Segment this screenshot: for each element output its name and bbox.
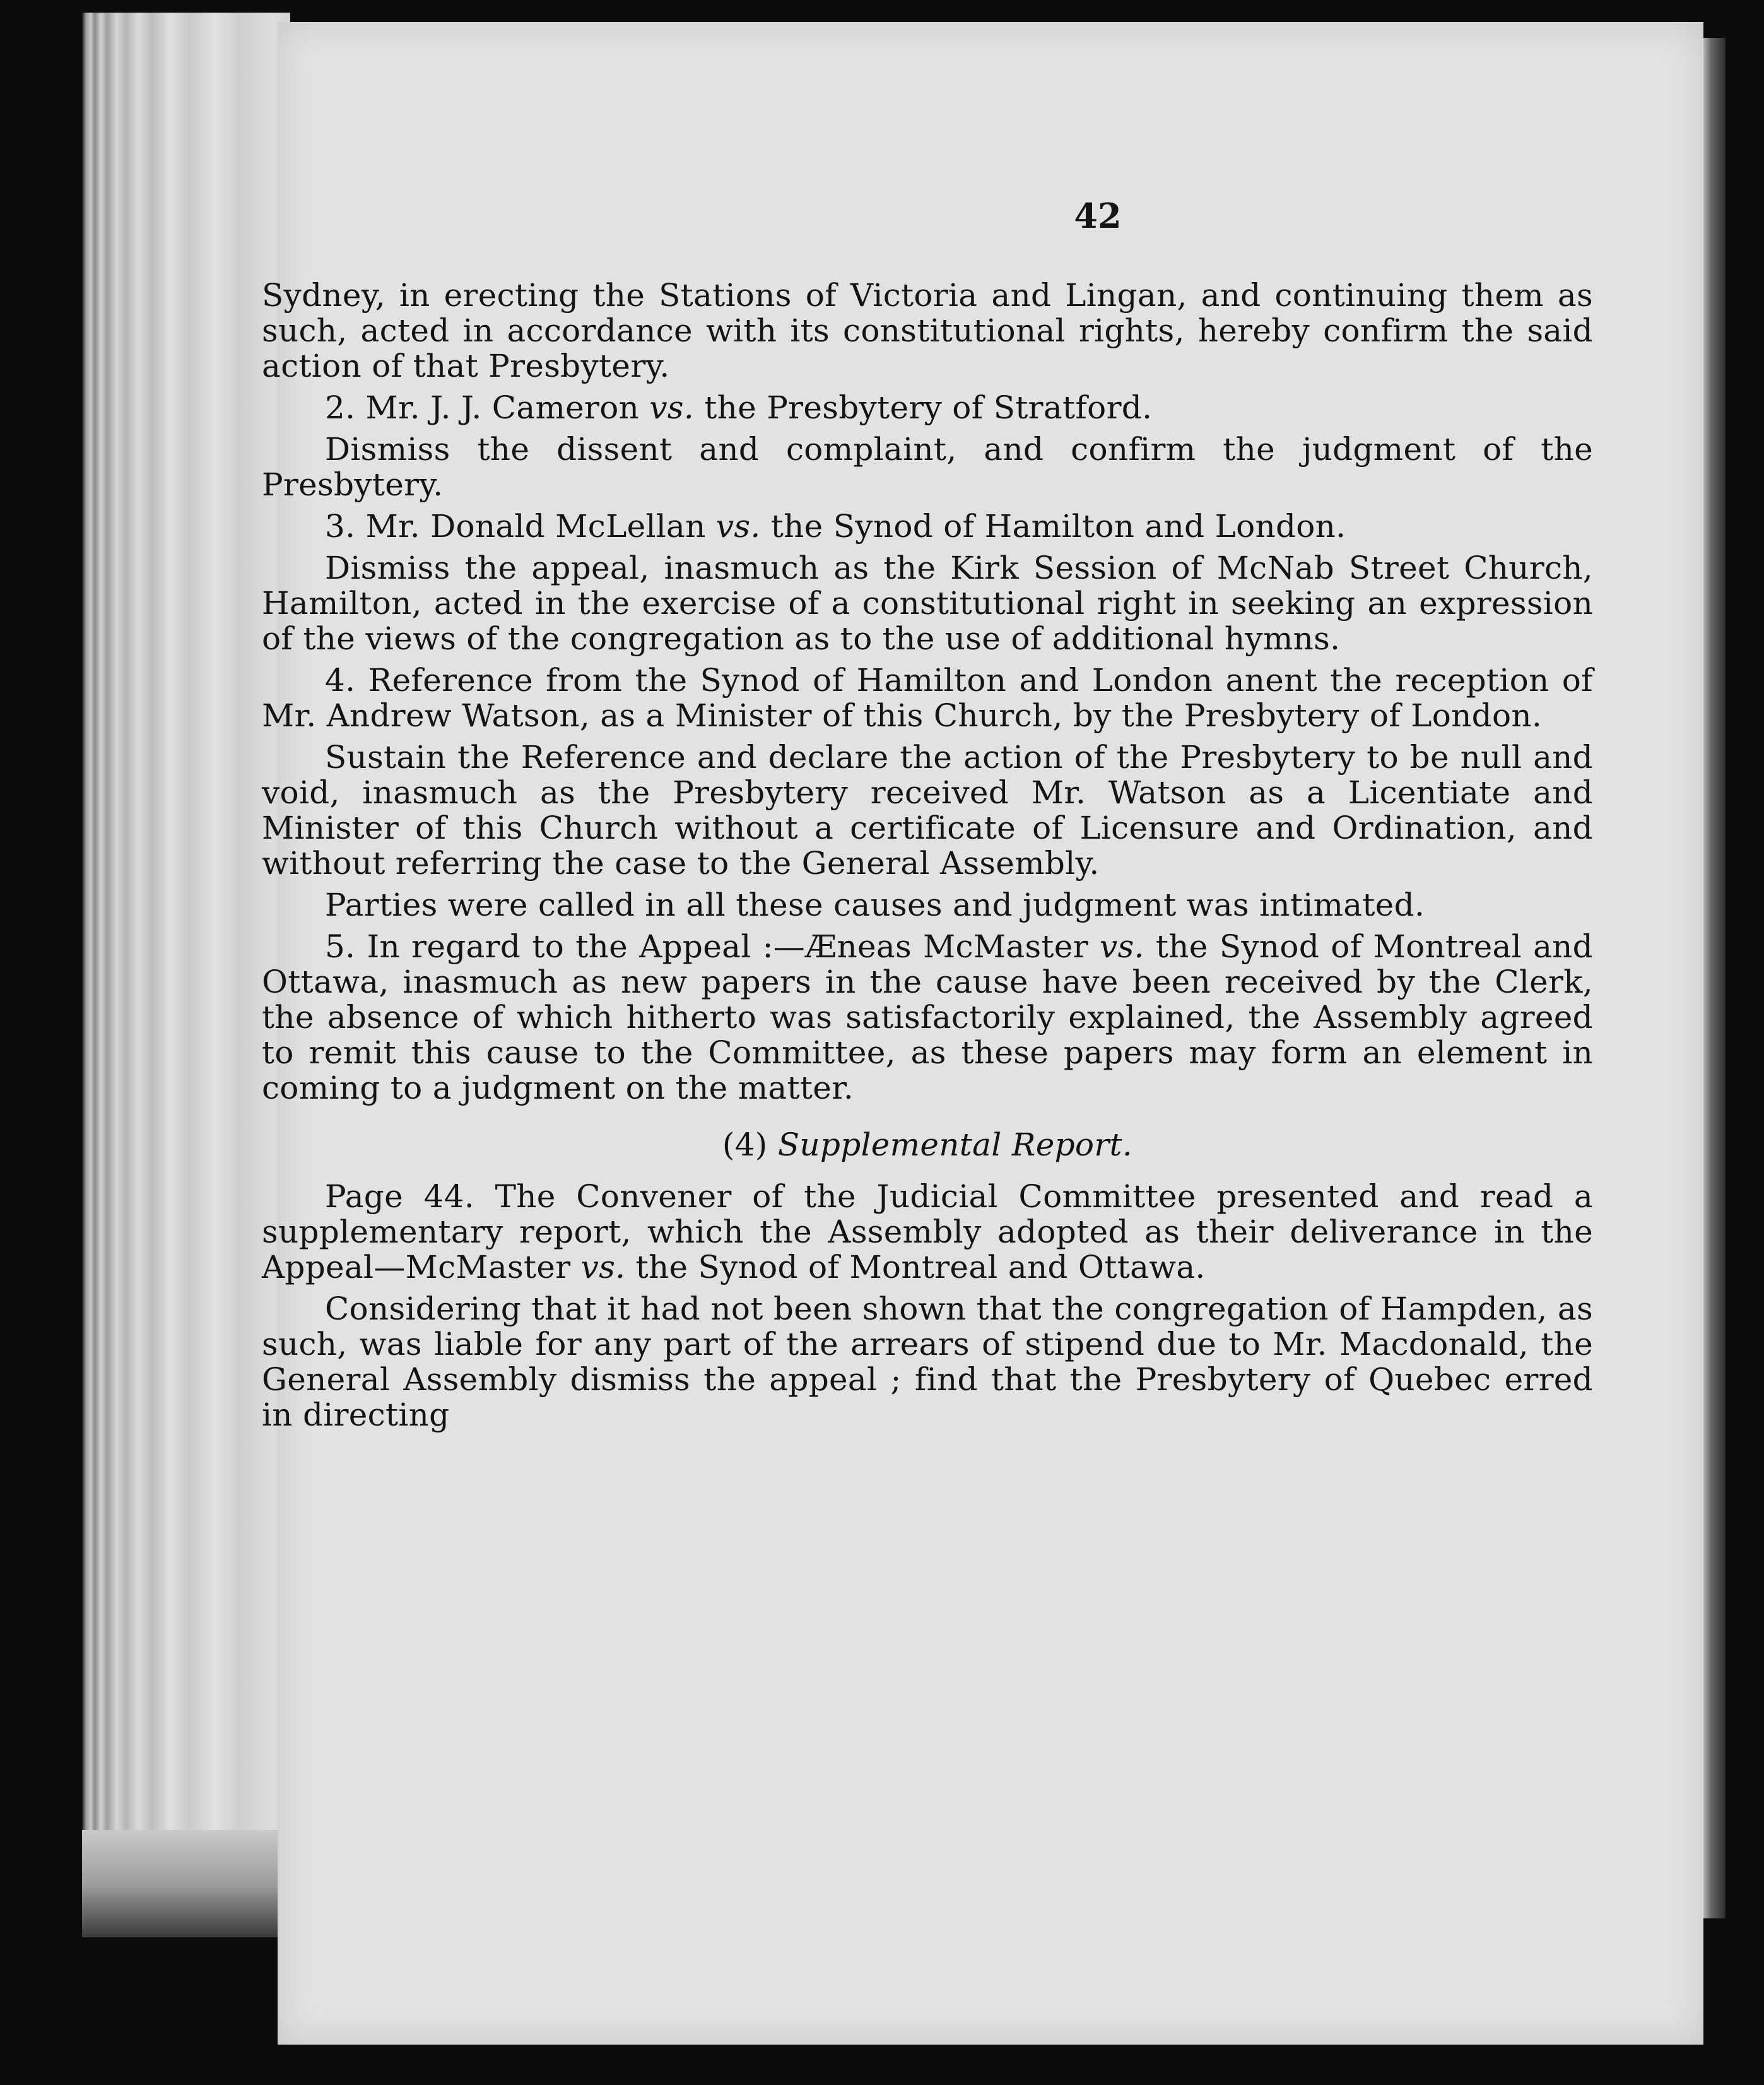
case-3-vs: vs.: [715, 508, 761, 545]
case-3-heading: [262, 509, 1593, 544]
case-3-text-a: 3. Mr. Donald McLellan: [325, 508, 716, 545]
book-page-edges: [82, 13, 290, 1918]
case-2-vs: vs.: [649, 389, 695, 426]
supplemental-vs: vs.: [580, 1249, 626, 1285]
case-5-vs: vs.: [1100, 928, 1144, 965]
case-5-text-b: the Synod of Montreal and Ottawa, inasmuch as new papers in the cause have been received by the Clerk, the absence of which hitherto was satisfactorily explained, the Assembly agreed to remit this cause to the Committee, as these papers may form an element in coming to a judgment on the matter.: [262, 928, 1593, 1106]
case-3-judgment: Dismiss the appeal, inasmuch as the Kirk Session of McNab Street Church, Hamilton, acted in the exercise of a constitutional right in seeking an expression of the views of the congregation as to the use of additional hymns.: [262, 550, 1593, 657]
page-number: 42: [1074, 196, 1122, 236]
book-page-edges-bottom: [82, 1830, 297, 1937]
case-2-text-a: 2. Mr. J. J. Cameron: [325, 389, 650, 426]
case-4-judgment: Sustain the Reference and declare the action of the Presbytery to be null and void, inasmuch as the Presbytery received Mr. Watson as a Licentiate and Minister of this Church without a certificate of Licensure and Ordination, and without referring the case to the General Assembly.: [262, 739, 1593, 882]
supplemental-text-a: Page 44. The Convener of the Judicial Committee presented and read a supplementary report, which the Assembly adopted as their deliverance in the Appeal—McMaster: [262, 1178, 1593, 1285]
case-4-heading: 4. Reference from the Synod of Hamilton and London anent the reception of Mr. Andrew Watson, as a Minister of this Church, by the Presbytery of London.: [262, 662, 1593, 734]
case-2-judgment: Dismiss the dissent and complaint, and confirm the judgment of the Presbytery.: [262, 431, 1593, 503]
section-heading-title: Supplemental Report.: [777, 1126, 1133, 1163]
parties-called: Parties were called in all these causes and judgment was intimated.: [325, 887, 1425, 923]
supplemental-text-b: the Synod of Montreal and Ottawa.: [625, 1249, 1206, 1285]
page-body: [262, 278, 1593, 1439]
case-2-text-b: the Presbytery of Stratford.: [694, 389, 1153, 426]
case-5-paragraph: [262, 929, 1593, 1106]
section-heading-number: (4): [722, 1126, 768, 1163]
case-2-heading: [262, 390, 1593, 425]
book-spine-edge: [1700, 38, 1726, 1918]
case-3-text-b: the Synod of Hamilton and London.: [760, 508, 1346, 545]
section-heading: [262, 1127, 1593, 1162]
supplemental-report-paragraph: [262, 1179, 1593, 1285]
case-5-text-a: 5. In regard to the Appeal :—Æneas McMaster: [325, 928, 1100, 965]
paragraph-continuation: Sydney, in erecting the Stations of Victoria and Lingan, and continuing them as such, acted in accordance with its constitutional rights, hereby confirm the said action of that Presbytery.: [262, 277, 1593, 384]
considering-paragraph: Considering that it had not been shown that the congregation of Hampden, as such, was liable for any part of the arrears of stipend due to Mr. Macdonald, the General Assembly dismiss the appeal ; find that the Presbytery of Quebec erred in directing: [262, 1291, 1593, 1433]
